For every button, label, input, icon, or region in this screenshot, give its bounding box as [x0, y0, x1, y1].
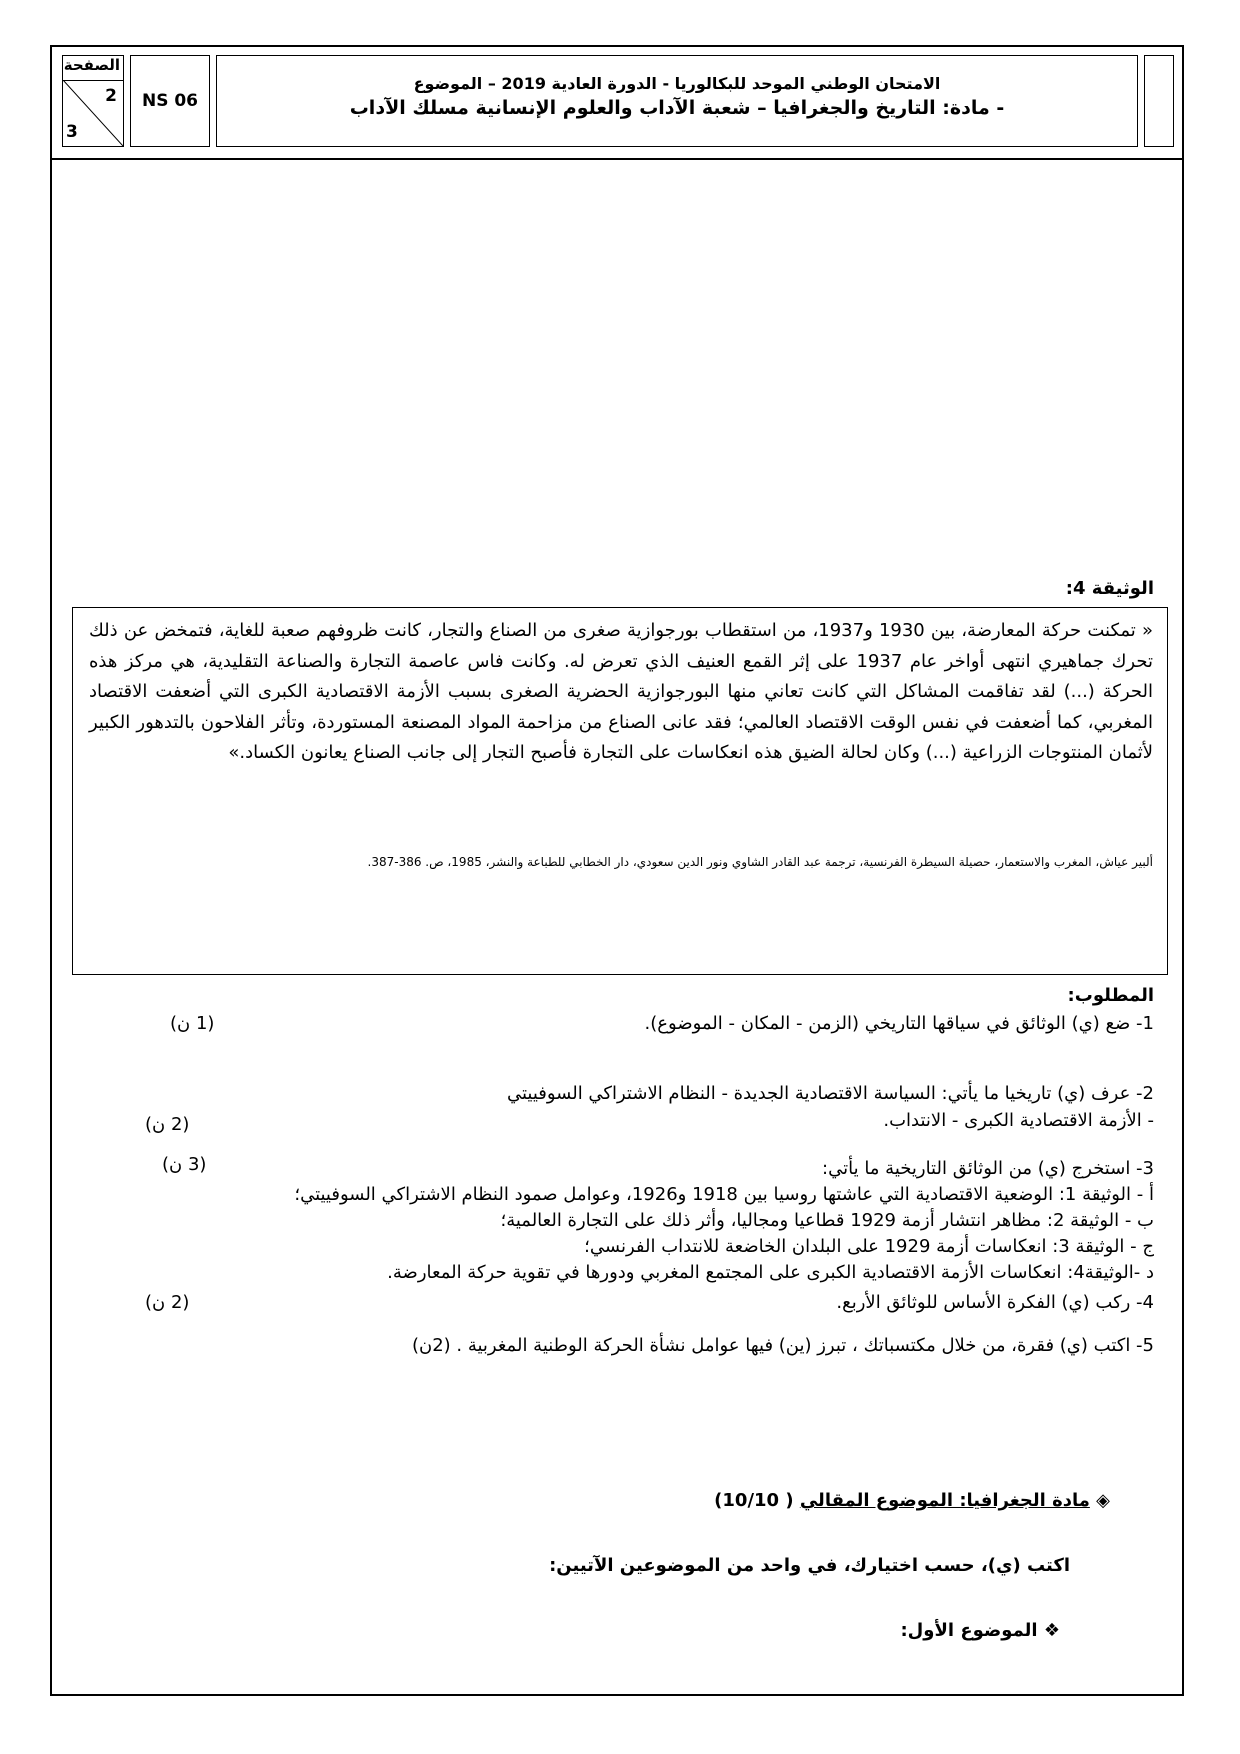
page-total: 3	[66, 122, 78, 142]
empty-box	[1144, 55, 1174, 147]
geography-instruction: اكتب (ي)، حسب اختيارك، في واحد من الموضوعين الآتيين:	[549, 1555, 1070, 1576]
geography-topic-1	[60, 1620, 1060, 1641]
exam-title-box	[216, 55, 1138, 147]
question-3-a: أ - الوثيقة 1: الوضعية الاقتصادية التي عاشتها روسيا بين 1918 و1926، وعوامل صمود النظام الاشتراكي السوفييتي؛	[294, 1184, 1154, 1205]
question-3-b: ب - الوثيقة 2: مظاهر انتشار أزمة 1929 قطاعيا ومجاليا، وأثر ذلك على التجارة العالمية؛	[500, 1210, 1154, 1231]
diamond-bullet-icon: ◈	[1096, 1490, 1110, 1511]
geography-score: ( 10/10)	[714, 1490, 794, 1511]
exam-code: NS 06	[130, 55, 210, 147]
document4-text: « تمكنت حركة المعارضة، بين 1930 و1937، من استقطاب بورجوازية صغرى من الصناع والتجار، كانت ظروفهم صعبة للغاية، فتمخض عن ذلك تحرك جماهيري انتهى أواخر عام 1937 على إثر القمع العنيف الذي تعرض له. وكانت فاس عاصمة التجارة والصناعة التقليدية، هي مركز هذه الحركة (...) لقد تفاقمت المشاكل التي كانت تعاني منها البورجوازية الحضرية الصغرى بسبب الأزمة الاقتصادية الكبرى التي أضعفت الاقتصاد المغربي، كما أضعفت في نفس الوقت الاقتصاد العالمي؛ فقد عانى الصناع من مزاحمة المواد المصنعة المستوردة، وتأثر الفلاحون بالتدهور الكبير لأثمان المنتوجات الزراعية (...) وكان لحالة الضيق هذه انعكاسات على التجارة فأصبح التجار إلى جانب الصناع يعانون الكساد.»	[89, 620, 1153, 763]
page-number: 2	[105, 86, 117, 106]
question-1: 1- ضع (ي) الوثائق في سياقها التاريخي (الزمن - المكان - الموضوع).	[644, 1013, 1154, 1034]
question-2-points: (2 ن)	[145, 1114, 190, 1135]
exam-title-line1: الامتحان الوطني الموحد للبكالوريا - الدورة العادية 2019 – الموضوع	[413, 74, 941, 93]
page-number-box	[62, 55, 124, 147]
question-2-line1: 2- عرف (ي) تاريخيا ما يأتي: السياسة الاقتصادية الجديدة - النظام الاشتراكي السوفييتي	[506, 1083, 1154, 1104]
question-3-points: (3 ن)	[162, 1154, 207, 1175]
question-4: 4- ركب (ي) الفكرة الأساس للوثائق الأربع.	[836, 1292, 1154, 1313]
star-bullet-icon: ❖	[1043, 1620, 1060, 1641]
requirements-title: المطلوب:	[1067, 985, 1154, 1006]
question-1-points: (1 ن)	[170, 1013, 215, 1034]
page-label: الصفحة	[63, 56, 120, 74]
question-3-c: ج - الوثيقة 3: انعكاسات أزمة 1929 على البلدان الخاضعة للانتداب الفرنسي؛	[584, 1236, 1154, 1257]
exam-title-line2: - مادة: التاريخ والجغرافيا – شعبة الآداب والعلوم الإنسانية مسلك الآداب	[349, 97, 1005, 119]
question-2-line2: - الأزمة الاقتصادية الكبرى - الانتداب.	[883, 1110, 1154, 1131]
question-3: 3- استخرج (ي) من الوثائق التاريخية ما يأتي:	[822, 1158, 1154, 1179]
exam-header	[50, 45, 1184, 160]
document4-source: ألبير عياش، المغرب والاستعمار، حصيلة السيطرة الفرنسية، ترجمة عبد القادر الشاوي ونور الدين سعودي، دار الخطابي للطباعة والنشر، 1985، ص. 386-387.	[367, 855, 1153, 869]
geography-title-text: مادة الجغرافيا: الموضوع المقالي	[799, 1490, 1090, 1511]
geography-title	[60, 1490, 1110, 1511]
question-3-d: د -الوثيقة4: انعكاسات الأزمة الاقتصادية الكبرى على المجتمع المغربي ودورها في تقوية حركة المعارضة.	[387, 1262, 1154, 1283]
topic-1-label: الموضوع الأول:	[900, 1620, 1038, 1641]
question-5: 5- اكتب (ي) فقرة، من خلال مكتسباتك ، تبرز (ين) فيها عوامل نشأة الحركة الوطنية المغربية . (2ن)	[411, 1335, 1154, 1356]
document4-label: الوثيقة 4:	[1065, 578, 1154, 599]
question-4-points: (2 ن)	[145, 1292, 190, 1313]
document4-box	[72, 607, 1168, 975]
